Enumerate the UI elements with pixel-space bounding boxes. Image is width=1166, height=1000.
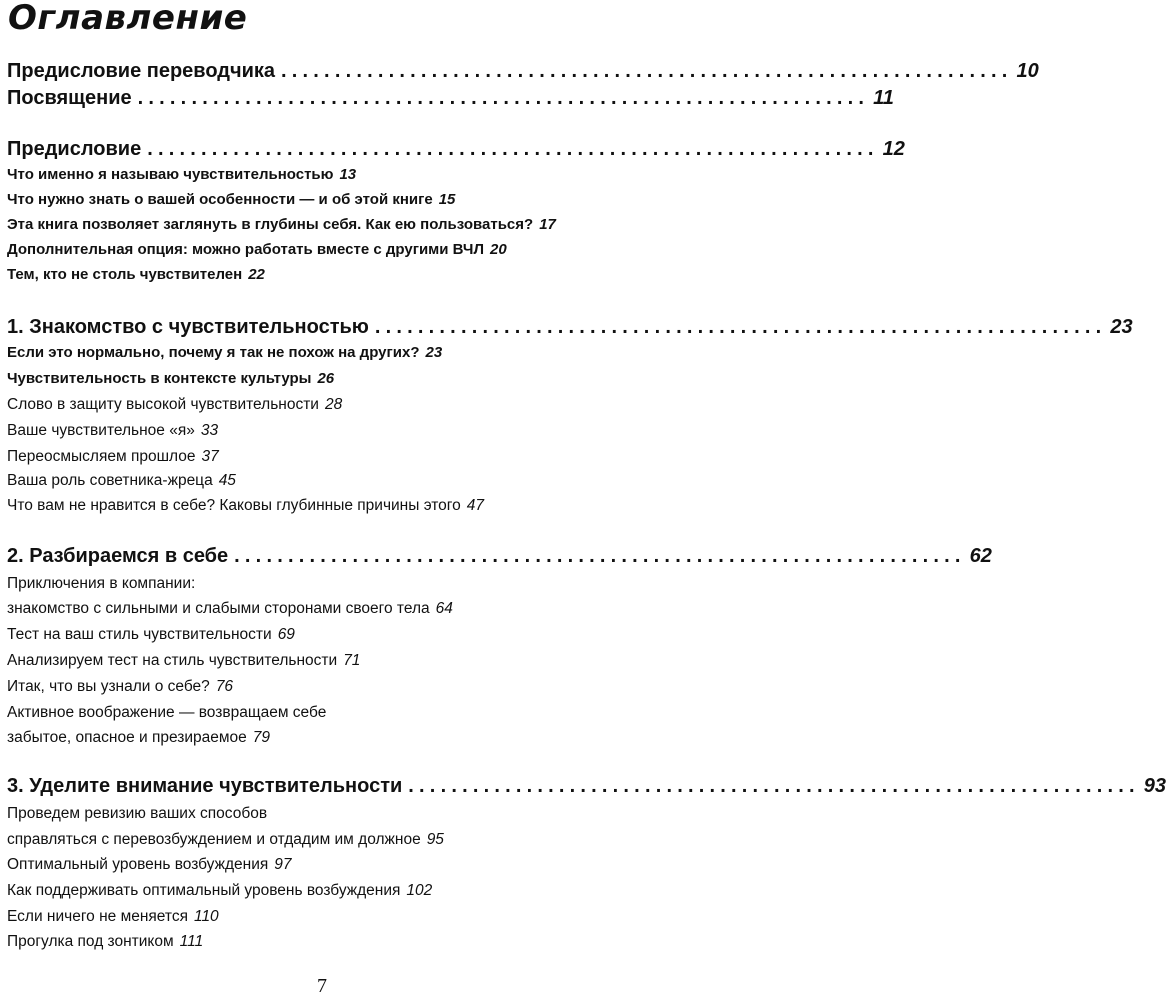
toc-chapter-page: 62	[969, 545, 992, 567]
toc-sub-title: Эта книга позволяет заглянуть в глубины себя. Как ею пользоваться?	[7, 216, 534, 233]
toc-sub-page: 71	[343, 652, 361, 669]
toc-sub-title: Анализируем тест на стиль чувствительности	[7, 652, 338, 669]
toc-chapter-title: 2. Разбираемся в себе	[7, 545, 229, 567]
page-title: Оглавление	[8, 0, 248, 38]
dot-leader: ....................................................................	[147, 138, 879, 160]
toc-sub-title: Что нужно знать о вашей особенности — и об этой книге	[7, 191, 433, 208]
toc-sub-title: Если это нормально, почему я так не похож на других?	[7, 344, 420, 361]
toc-sub-page: 17	[539, 216, 556, 233]
toc-sub-title: Тем, кто не столь чувствителен	[7, 266, 243, 283]
toc-chapter-entry[interactable]	[7, 138, 905, 161]
toc-sub-title: Что именно я называю чувствительностью	[7, 166, 334, 183]
toc-sub-page: 13	[339, 166, 357, 183]
toc-chapter-title: 1. Знакомство с чувствительностью	[7, 316, 369, 338]
dot-leader: ....................................................................	[281, 60, 1013, 82]
toc-chapter-title: Посвящение	[7, 87, 132, 109]
toc-chapter-title: Предисловие переводчика	[7, 60, 276, 82]
toc-sub-entry[interactable]	[7, 626, 295, 644]
toc-sub-page: 79	[252, 729, 271, 746]
toc-sub-title: Ваше чувствительное «я»	[7, 422, 195, 439]
toc-sub-page: 20	[489, 241, 507, 258]
toc-sub-entry[interactable]	[7, 600, 453, 618]
toc-sub-title: Дополнительная опция: можно работать вместе с другими ВЧЛ	[7, 241, 484, 258]
toc-sub-title: знакомство с сильными и слабыми сторонами своего тела	[7, 600, 430, 617]
toc-sub-title: Что вам не нравится в себе? Каковы глубинные причины этого	[7, 497, 461, 514]
toc-sub-entry[interactable]	[7, 191, 455, 208]
toc-sub-page: 111	[179, 933, 204, 950]
toc-chapter-title: Предисловие	[7, 138, 142, 160]
dot-leader: ....................................................................	[234, 545, 966, 567]
toc-sub-page: 22	[248, 266, 265, 283]
toc-sub-page: 97	[274, 856, 292, 873]
toc-sub-title: Слово в защиту высокой чувствительности	[7, 396, 319, 413]
toc-chapter-page: 11	[873, 87, 894, 109]
toc-sub-entry[interactable]	[7, 497, 484, 515]
toc-sub-page: 69	[277, 626, 295, 643]
toc-sub-entry[interactable]	[7, 472, 236, 490]
toc-sub-page: 95	[426, 831, 444, 848]
toc-sub-title: забытое, опасное и презираемое	[7, 729, 247, 746]
toc-sub-entry[interactable]	[7, 575, 195, 593]
toc-sub-entry[interactable]	[7, 678, 233, 696]
toc-sub-page: 23	[425, 344, 443, 361]
toc-sub-entry[interactable]	[7, 882, 432, 900]
toc-sub-title: Прогулка под зонтиком	[7, 933, 174, 950]
toc-sub-title: Как поддерживать оптимальный уровень возбуждения	[7, 882, 401, 899]
toc-sub-entry[interactable]	[7, 908, 219, 926]
toc-sub-entry[interactable]	[7, 166, 356, 183]
toc-sub-title: Проведем ревизию ваших способов	[7, 805, 268, 822]
toc-sub-title: Переосмысляем прошлое	[7, 448, 196, 465]
dot-leader: ....................................................................	[137, 87, 870, 109]
toc-sub-entry[interactable]	[7, 729, 270, 747]
toc-sub-entry[interactable]	[7, 652, 360, 670]
toc-sub-page: 37	[201, 448, 219, 465]
toc-sub-page: 64	[435, 600, 453, 617]
toc-sub-page: 45	[218, 472, 236, 489]
toc-sub-page: 26	[317, 370, 335, 387]
toc-sub-title: Оптимальный уровень возбуждения	[7, 856, 269, 873]
toc-sub-entry[interactable]	[7, 831, 444, 849]
toc-chapter-title: 3. Уделите внимание чувствительности	[7, 775, 403, 797]
toc-chapter-entry[interactable]	[7, 775, 1166, 798]
toc-sub-title: справляться с перевозбуждением и отдадим им должное	[7, 831, 421, 848]
toc-chapter-page: 10	[1016, 60, 1039, 82]
toc-sub-title: Тест на ваш стиль чувствительности	[7, 626, 272, 643]
toc-sub-page: 102	[406, 882, 433, 899]
toc-sub-page: 110	[193, 908, 219, 925]
dot-leader: ....................................................................	[374, 316, 1107, 338]
toc-sub-page: 76	[215, 678, 234, 695]
dot-leader: ....................................................................	[408, 775, 1140, 797]
toc-sub-entry[interactable]	[7, 241, 507, 258]
toc-sub-page: 33	[200, 422, 219, 439]
toc-sub-entry[interactable]	[7, 266, 265, 283]
toc-sub-title: Чувствительность в контексте культуры	[7, 370, 312, 387]
toc-sub-entry[interactable]	[7, 396, 342, 414]
toc-sub-page: 15	[438, 191, 456, 208]
toc-sub-title: Ваша роль советника-жреца	[7, 472, 213, 489]
toc-sub-title: Если ничего не меняется	[7, 908, 188, 925]
toc-chapter-entry[interactable]	[7, 545, 992, 568]
toc-sub-entry[interactable]	[7, 370, 334, 387]
page-number: 7	[317, 975, 327, 997]
toc-sub-entry[interactable]	[7, 933, 203, 951]
toc-chapter-page: 12	[882, 138, 905, 160]
toc-sub-title: Итак, что вы узнали о себе?	[7, 678, 210, 695]
toc-sub-entry[interactable]	[7, 448, 219, 466]
toc-sub-entry[interactable]	[7, 422, 218, 440]
toc-sub-entry[interactable]	[7, 856, 292, 874]
toc-sub-entry[interactable]	[7, 805, 267, 823]
toc-sub-entry[interactable]	[7, 704, 326, 722]
toc-sub-title: Активное воображение — возвращаем себе	[7, 704, 327, 721]
toc-chapter-page: 93	[1143, 775, 1166, 797]
toc-chapter-entry[interactable]	[7, 316, 1133, 339]
toc-sub-entry[interactable]	[7, 216, 556, 233]
toc-sub-entry[interactable]	[7, 344, 442, 361]
toc-chapter-page: 23	[1110, 316, 1133, 338]
toc-sub-page: 28	[324, 396, 343, 413]
toc-chapter-entry[interactable]	[7, 60, 1039, 83]
toc-sub-page: 47	[466, 497, 484, 514]
toc-sub-title: Приключения в компании:	[7, 575, 196, 592]
toc-chapter-entry[interactable]	[7, 87, 894, 110]
